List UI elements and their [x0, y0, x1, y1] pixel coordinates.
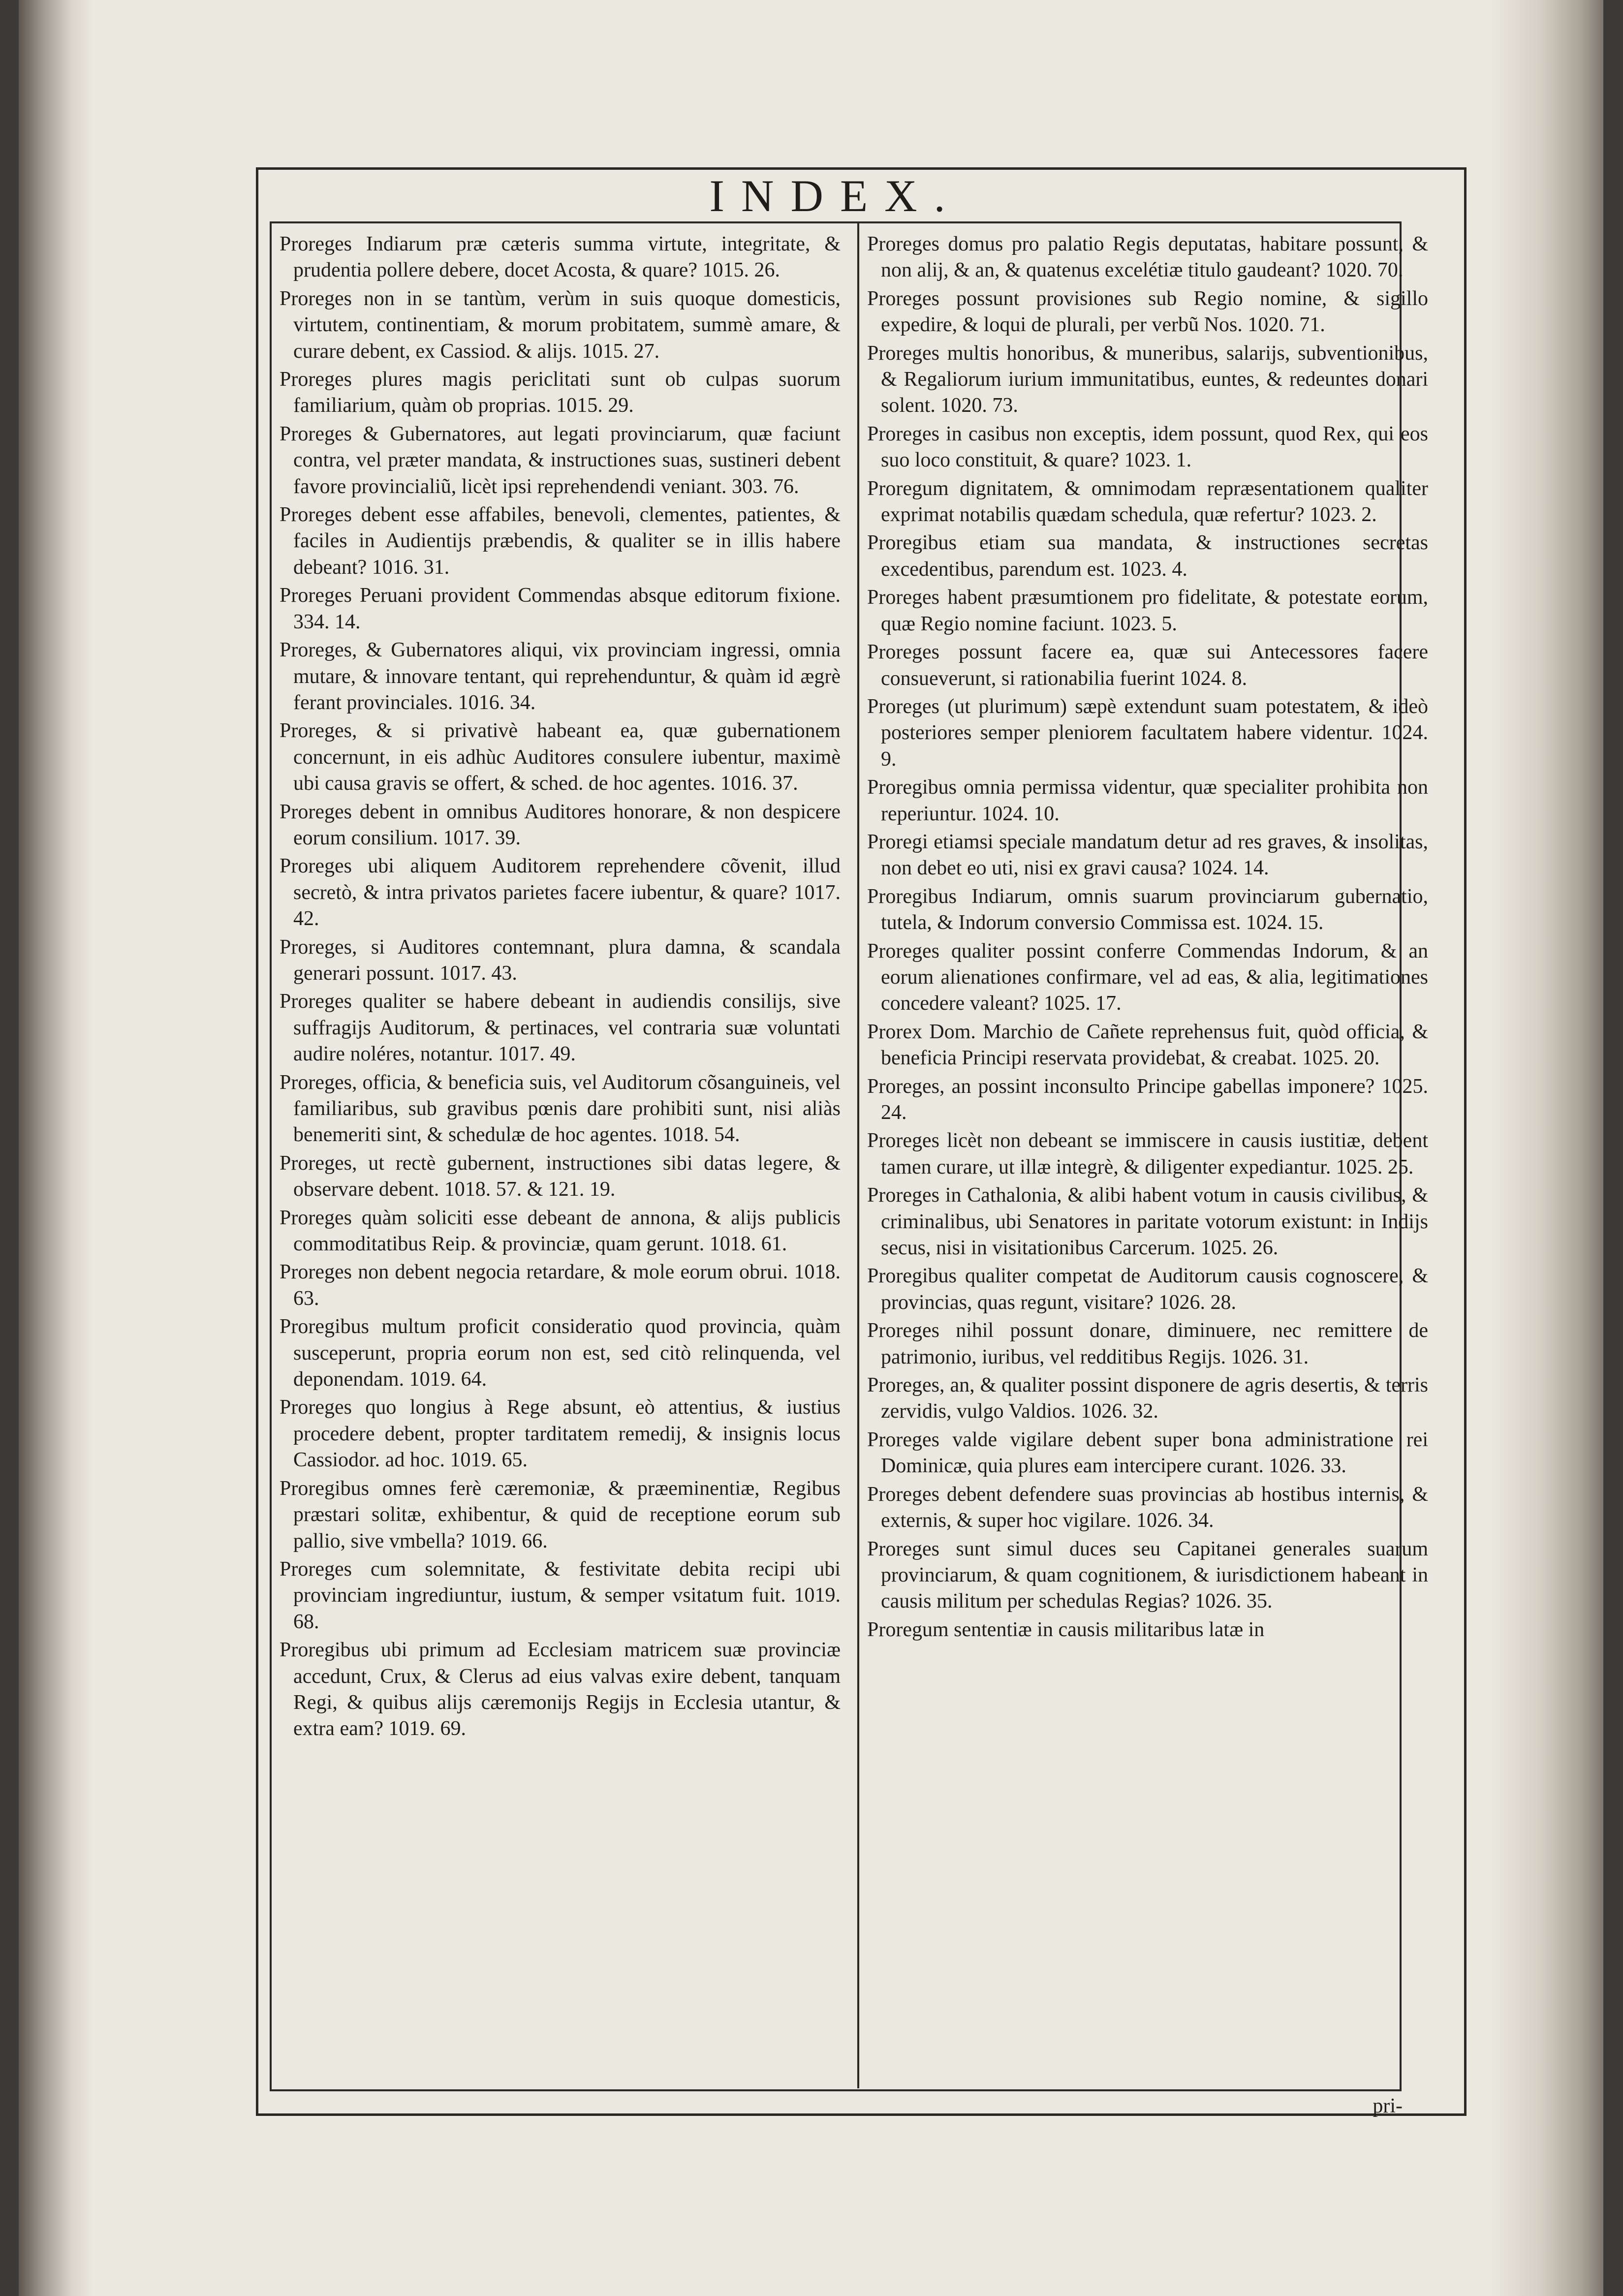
index-entry: Proreges sunt simul duces seu Capitanei generales suarum provinciarum, & quam cognitionem, & iurisdictionem habeant in causis militum per schedulas Regias? 1026. 35. [867, 1537, 1428, 1613]
index-entry: Proreges non in se tantùm, verùm in suis quoque domesticis, virtutem, continentiam, & morum probitatem, summè amare, & curare debent, ex Cassiod. & alijs. 1015. 27. [280, 287, 841, 363]
index-entry: Proreges Indiarum præ cæteris summa virtute, integritate, & prudentia pollere debere, docet Acosta, & quare? 1015. 26. [280, 233, 841, 282]
page-gutter [1490, 0, 1603, 2296]
index-entry: Proreges in Cathalonia, & alibi habent votum in causis civilibus, & criminalibus, ubi Senatores in paritate votorum existunt: in Indijs secus, nisi in visitationibus Carcerum. 1025. 26. [867, 1184, 1428, 1260]
index-entry: Proregibus Indiarum, omnis suarum provinciarum gubernatio, tutela, & Indorum conversio Commissa est. 1024. 15. [867, 885, 1428, 934]
index-entry: Proreges qualiter se habere debeant in audiendis consilijs, sive suffragijs Auditorum, & pertinaces, vel contraria suæ voluntati audire noléres, notantur. 1017. 49. [280, 990, 841, 1066]
index-entry: Proreges cum solemnitate, & festivitate debita recipi ubi provinciam ingrediuntur, iustum, & semper vsitatum fuit. 1019. 68. [280, 1557, 841, 1633]
index-entry: Proreges, & Gubernatores aliqui, vix provinciam ingressi, omnia mutare, & innovare tentant, qui reprehenduntur, & quàm id ægrè ferant provinciales. 1016. 34. [280, 639, 841, 714]
index-entry: Proreges quàm soliciti esse debeant de annona, & alijs publicis commoditatibus Reip. & provinciæ, quam gerunt. 1018. 61. [280, 1206, 841, 1256]
index-column-left [280, 231, 841, 2081]
index-entry: Proregibus qualiter competat de Auditorum causis cognoscere, & provincias, quas regunt, visitare? 1026. 28. [867, 1265, 1428, 1314]
index-entry: Proreges quo longius à Rege absunt, eò attentius, & iustius procedere debent, propter tarditatem remedij, & insignis locus Cassiodor. ad hoc. 1019. 65. [280, 1396, 841, 1472]
index-entry: Proreges, ut rectè gubernent, instructiones sibi datas legere, & observare debent. 1018. 57. & 121. 19. [280, 1151, 841, 1201]
index-entry: Proreges, an, & qualiter possint disponere de agris desertis, & terris zervidis, vulgo Valdios. 1026. 32. [867, 1374, 1428, 1423]
index-entry: Proregibus omnia permissa videntur, quæ specialiter prohibita non reperiuntur. 1024. 10. [867, 776, 1428, 825]
index-entry: Proreges debent esse affabiles, benevoli, clementes, patientes, & faciles in Audientijs præbendis, & qualiter se in illis habere debeant? 1016. 31. [280, 503, 841, 579]
index-entry: Proreges valde vigilare debent super bona administratione rei Dominicæ, quia plures eam intercipere curant. 1026. 33. [867, 1428, 1428, 1478]
index-entry: Proreges domus pro palatio Regis deputatas, habitare possunt, & non alij, & an, & quatenus excelétiæ titulo gaudeant? 1020. 70. [867, 233, 1428, 282]
index-entry: Proreges in casibus non exceptis, idem possunt, quod Rex, qui eos suo loco constituit, & quare? 1023. 1. [867, 422, 1428, 472]
index-entry: Proreges, si Auditores contemnant, plura damna, & scandala generari possunt. 1017. 43. [280, 935, 841, 985]
index-entry: Proreges multis honoribus, & muneribus, salarijs, subventionibus, & Regaliorum iurium immunitatibus, euntes, & redeuntes donari solent. 1020. 73. [867, 341, 1428, 417]
index-entry: Proreges plures magis periclitati sunt ob culpas suorum familiarium, quàm ob proprias. 1015. 29. [280, 368, 841, 417]
column-divider [857, 223, 859, 2088]
index-entry: Proreges licèt non debeant se immiscere in causis iustitiæ, debent tamen curare, ut illæ integrè, & diligenter expediantur. 1025. 25. [867, 1129, 1428, 1179]
index-column-right [867, 231, 1428, 2081]
index-entry: Proreges (ut plurimum) sæpè extendunt suam potestatem, & ideò posteriores semper pleniorem facultatem habere videntur. 1024. 9. [867, 695, 1428, 771]
index-entry: Proreges, & si privativè habeant ea, quæ gubernationem concernunt, in eis adhùc Auditores consulere iubentur, maximè ubi causa gravis se offert, & sched. de hoc agentes. 1016. 37. [280, 719, 841, 795]
index-entry: Proregi etiamsi speciale mandatum detur ad res graves, & insolitas, non debet eo uti, nisi ex gravi causa? 1024. 14. [867, 830, 1428, 880]
index-entry: Proreges & Gubernatores, aut legati provinciarum, quæ faciunt contra, vel præter mandata, & instructiones suas, sustineri debent favore provincialiũ, licèt ipsi reprehendendi veniant. 303. 76. [280, 422, 841, 498]
catchword: pri- [1373, 2095, 1403, 2117]
index-entry: Proreges, officia, & beneficia suis, vel Auditorum cõsanguineis, vel familiaribus, sub gravibus pœnis dare prohibiti sunt, nisi aliàs benemeriti sint, & schedulæ de hoc agentes. 1018. 54. [280, 1071, 841, 1147]
index-entry: Proreges habent præsumtionem pro fidelitate, & potestate eorum, quæ Regio nomine faciunt. 1023. 5. [867, 586, 1428, 635]
index-entry: Proreges, an possint inconsulto Principe gabellas imponere? 1025. 24. [867, 1075, 1428, 1124]
index-entry: Proregibus omnes ferè cæremoniæ, & præeminentiæ, Regibus præstari solitæ, exhibentur, & quid de receptione eorum sub pallio, sive vmbella? 1019. 66. [280, 1477, 841, 1552]
index-entry: Proregum sententiæ in causis militaribus latæ in [867, 1618, 1265, 1641]
index-entry: Proreges non debent negocia retardare, & mole eorum obrui. 1018. 63. [280, 1261, 841, 1310]
page-title: INDEX. [709, 171, 962, 221]
index-entry: Proreges qualiter possint conferre Commendas Indorum, & an eorum alienationes confirmare, vel ad eas, & alia, legitimationes concedere valeant? 1025. 17. [867, 939, 1428, 1015]
index-entry: Proreges nihil possunt donare, diminuere, nec remittere de patrimonio, iuribus, vel redditibus Regijs. 1026. 31. [867, 1319, 1428, 1368]
page-fore-edge [19, 0, 93, 2296]
index-entry: Proregibus ubi primum ad Ecclesiam matricem suæ provinciæ accedunt, Crux, & Clerus ad eius valvas exire debent, tanquam Regi, & quibus alijs cæremonijs Regijs in Ecclesia utantur, & extra eam? 1019. 69. [280, 1639, 841, 1740]
index-entry: Proreges debent defendere suas provincias ab hostibus internis, & externis, & super hoc vigilare. 1026. 34. [867, 1483, 1428, 1532]
index-entry: Proreges possunt provisiones sub Regio nomine, & sigillo expedire, & loqui de plurali, per verbũ Nos. 1020. 71. [867, 287, 1428, 337]
index-entry: Proreges debent in omnibus Auditores honorare, & non despicere eorum consilium. 1017. 39. [280, 800, 841, 849]
index-entry: Proregibus etiam sua mandata, & instructiones secretas excedentibus, parendum est. 1023. 4. [867, 531, 1428, 581]
index-entry: Proreges possunt facere ea, quæ sui Antecessores facere consueverunt, si rationabilia fuerint 1024. 8. [867, 641, 1428, 690]
index-entry: Proregum dignitatem, & omnimodam repræsentationem qualiter exprimat notabilis quædam schedula, quæ refertur? 1023. 2. [867, 477, 1428, 527]
index-entry: Proregibus multum proficit consideratio quod provincia, quàm susceperunt, propria eorum non est, sed citò relinquenda, vel deponendam. 1019. 64. [280, 1315, 841, 1391]
index-entry: Proreges Peruani provident Commendas absque editorum fixione. 334. 14. [280, 584, 841, 633]
index-entry: Prorex Dom. Marchio de Cañete reprehensus fuit, quòd officia, & beneficia Principi reservata providebat, & creabat. 1025. 20. [867, 1020, 1428, 1070]
index-entry: Proreges ubi aliquem Auditorem reprehendere cõvenit, illud secretò, & intra privatos parietes facere iubentur, & quare? 1017. 42. [280, 855, 841, 931]
